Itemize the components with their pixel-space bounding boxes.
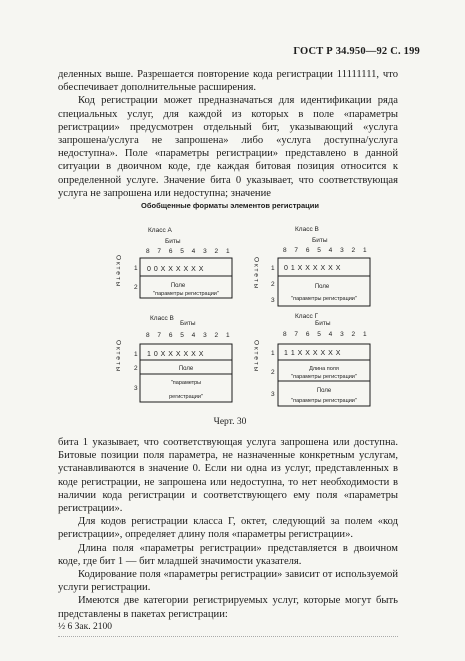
octet-number: 1 <box>271 265 275 272</box>
paragraph: Для кодов регистрации класса Г, октет, следующий за полем «код регистрации», определяет длину поля «параметры регистрации». <box>58 516 398 541</box>
paragraph: деленных выше. Разрешается повторение кода регистрации 11111111, что обеспечивает дополнительные расширения. <box>58 69 398 94</box>
bits-label: Биты <box>180 320 196 327</box>
paragraph: Имеются две категории регистрируемых услуг, которые могут быть представлены в пакетах регистрации: <box>58 595 398 620</box>
class-label: Класс Г <box>295 313 319 320</box>
field-label: регистрации" <box>169 394 203 400</box>
class-code: 1 0 X X X X X X <box>147 351 204 358</box>
field-label: "параметры регистрации" <box>291 296 357 302</box>
bit-numbers: 8 7 6 5 4 3 2 1 <box>283 331 370 338</box>
field-label: Поле <box>170 283 186 289</box>
class-code: 0 0 X X X X X X <box>147 266 204 273</box>
octet-number: 3 <box>271 297 275 304</box>
octet-number: 3 <box>271 391 275 398</box>
length-label: "параметры регистрации" <box>291 374 357 380</box>
octet-number: 3 <box>134 385 138 392</box>
page-footer: ½ 6 Зак. 2100 <box>58 622 112 632</box>
bit-numbers: 8 7 6 5 4 3 2 1 <box>146 332 233 339</box>
octets-label: О к т е т ы <box>114 340 122 372</box>
bits-label: Биты <box>312 237 328 244</box>
octet-number: 2 <box>271 281 275 288</box>
class-code: 1 1 X X X X X X <box>284 350 341 357</box>
octet-number: 2 <box>271 369 275 376</box>
field-label: Поле <box>178 366 194 372</box>
octet-number: 2 <box>134 284 138 291</box>
octet-number: 1 <box>271 350 275 357</box>
bits-label: Биты <box>165 238 181 245</box>
class-label: Класс В <box>295 226 319 233</box>
octets-label: О к т е т ы <box>252 340 260 372</box>
paragraph: Кодирование поля «параметры регистрации» зависит от используемой услуги регистрации. <box>58 569 398 594</box>
figure-title: Обобщенные форматы элементов регистрации <box>141 201 319 210</box>
bits-label: Биты <box>315 320 331 327</box>
octet-number: 2 <box>134 365 138 372</box>
bit-numbers: 8 7 6 5 4 3 2 1 <box>146 248 233 255</box>
length-label: Длина поля <box>309 366 339 372</box>
field-label: Поле <box>316 388 332 394</box>
panel-class-g <box>253 313 371 406</box>
octets-label: О к т е т ы <box>114 255 122 287</box>
figure-caption: Черт. 30 <box>213 417 247 427</box>
panel-class-a <box>115 227 233 298</box>
page-header: ГОСТ Р 34.950—92 С. 199 <box>293 46 420 57</box>
field-label: "параметры регистрации" <box>291 398 357 404</box>
class-label: Класс А <box>148 227 172 234</box>
paragraph: бита 1 указывает, что соответствующая услуга запрошена или доступна. Битовые позиции поля параметра, не назначенные конкретным услугам, устанавливаются в значение 0. Если ни одна из услуг, представленных в коде регистрации, не запрошена или недоступна, то нет необходимости в наличии кода регистрации и соответствующего ему поля «параметры регистрации». <box>58 437 398 515</box>
bit-numbers: 8 7 6 5 4 3 2 1 <box>283 247 370 254</box>
octets-label: О к т е т ы <box>252 257 260 289</box>
panel-class-b <box>253 226 371 306</box>
field-label: "параметры <box>170 380 202 386</box>
octet-number: 1 <box>134 265 138 272</box>
class-label: Класс В <box>150 315 174 322</box>
field-label: "параметры регистрации" <box>153 291 219 297</box>
octet-number: 1 <box>134 351 138 358</box>
footer-divider <box>58 636 398 637</box>
paragraph: Код регистрации может предназначаться для идентификации ряда специальных услуг, для каждой из которых в поле «параметры регистрации» предусмотрен отдельный бит, указывающий «услуга запрошена/услуга не запрошена» либо «услуга доступна/услуга недоступна». Поле «параметры регистрации» представлено в данной ситуации в двоичном коде, где каждая битовая позиция относится к определенной услуге. Значение бита 0 указывает, что соответствующая услуга не запрошена или недоступна; значение <box>58 95 398 199</box>
class-code: 0 1 X X X X X X <box>284 265 341 272</box>
text-block-bottom <box>58 436 398 621</box>
field-label: Поле <box>314 284 330 290</box>
panel-class-v <box>115 315 233 402</box>
paragraph: Длина поля «параметры регистрации» представляется в двоичном коде, где бит 1 — бит младшей значимости указателя. <box>58 542 398 567</box>
